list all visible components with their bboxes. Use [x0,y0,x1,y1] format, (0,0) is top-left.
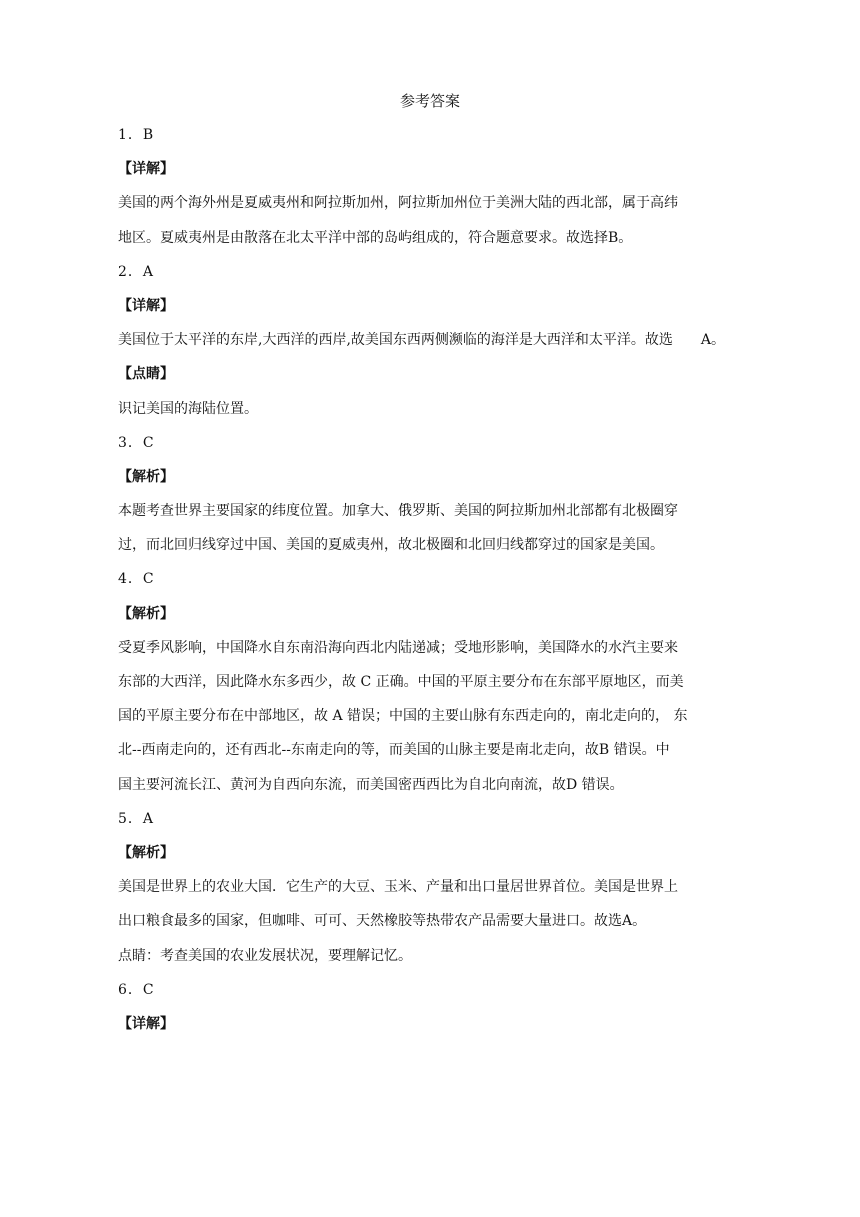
answer-key: 6．C [118,981,155,998]
explanation-line: 地区。夏威夷州是由散落在北太平洋中部的岛屿组成的，符合题意要求。故选择B。 [118,229,633,246]
section-label: 【解析】 [118,844,174,861]
section-label: 【详解】 [118,161,174,178]
explanation-line: 本题考查世界主要国家的纬度位置。加拿大、俄罗斯、美国的阿拉斯加州北部都有北极圈穿 [118,503,678,520]
explanation-line: 受夏季风影响，中国降水自东南沿海向西北内陆递减；受地形影响，美国降水的水汽主要来 [118,639,678,656]
explanation-line: 东部的大西洋，因此降水东多西少，故 C 正确。中国的平原主要分布在东部平原地区，而美 [118,674,684,690]
explanation-line: 识记美国的海陆位置。 [118,400,258,417]
explanation-line: 国主要河流长江、黄河为自西向东流，而美国密西西比为自北向南流，故D 错误。 [118,776,624,793]
page-title: 参考答案 [399,92,460,110]
explanation-line: 美国位于太平洋的东岸,大西洋的西岸,故美国东西两侧濒临的海洋是大西洋和太平洋。故选 A。 [118,332,726,349]
explanation-line: 北--西南走向的，还有西北--东南走向的等，而美国的山脉主要是南北走向，故B 错误。中 [118,742,670,759]
answer-key: 1．B [118,127,155,143]
explanation-line: 美国的两个海外州是夏威夷州和阿拉斯加州，阿拉斯加州位于美洲大陆的西北部，属于高纬 [118,195,678,212]
section-label: 【详解】 [118,297,174,314]
explanation-line: 过，而北回归线穿过中国、美国的夏威夷州，故北极圈和北回归线都穿过的国家是美国。 [118,537,664,554]
answer-key: 5．A [118,810,155,827]
answer-key: 2．A [118,263,155,280]
explanation-line: 美国是世界上的农业大国．它生产的大豆、玉米、产量和出口量居世界首位。美国是世界上 [118,879,678,896]
answer-list [118,118,758,1041]
section-label: 【解析】 [118,468,174,485]
section-label: 【点睛】 [118,366,174,383]
explanation-line: 出口粮食最多的国家，但咖啡、可可、天然橡胶等热带农产品需要大量进口。故选A。 [118,913,647,930]
explanation-line: 点睛：考查美国的农业发展状况，要理解记忆。 [118,947,412,964]
answer-key: 3．C [118,434,155,451]
answer-key: 4．C [118,571,155,588]
explanation-line: 国的平原主要分布在中部地区，故 A 错误；中国的主要山脉有东西走向的，南北走向的， 东 [118,708,688,725]
section-label: 【解析】 [118,605,174,622]
section-label: 【详解】 [118,1015,174,1032]
